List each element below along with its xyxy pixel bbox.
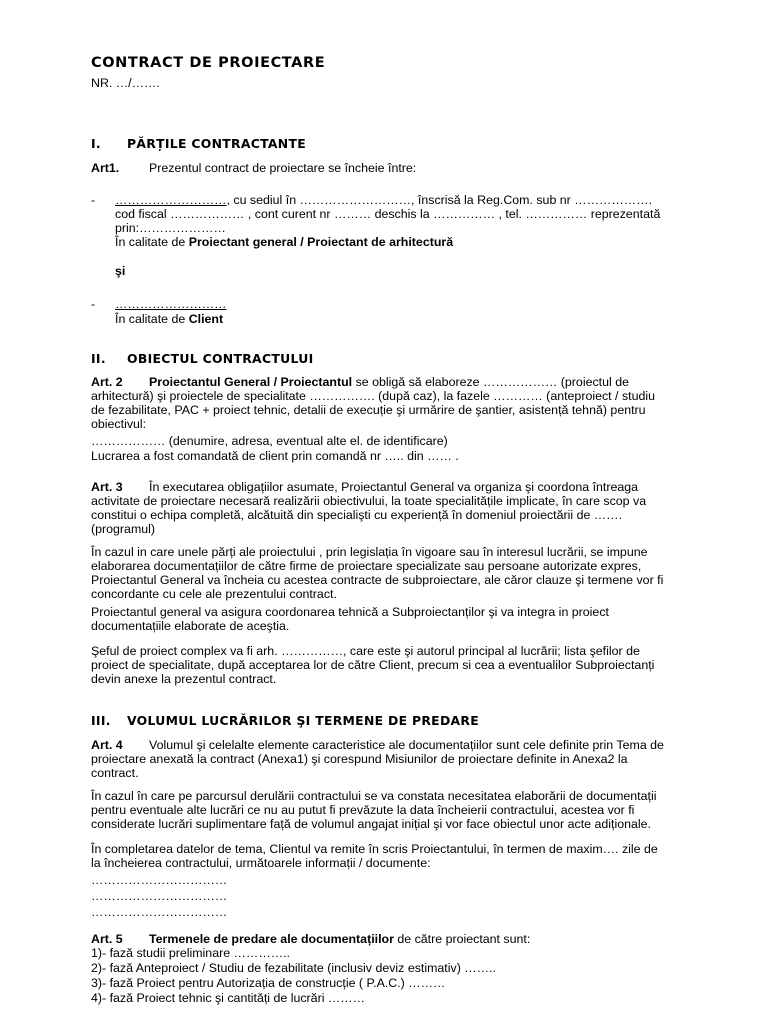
document-blank-3: ……………………………: [91, 905, 228, 919]
document-blank-1: ……………………………: [91, 873, 228, 887]
art4-label: Art. 4: [91, 738, 123, 752]
project-lead-para-line1: Şeful de proiect complex va fi arh. ……………, care este şi autorul principal al lucrării; lista şefilor de: [91, 644, 640, 658]
deadline-item-4: 4)- fază Proiect tehnic şi cantități de lucrări ………: [91, 991, 366, 1005]
art3-line2: activitate de proiectare necesară realizării obiectivului, la toate specialitățile implicate, în care scop va: [91, 494, 647, 508]
art2-line1-rest: se obligă să elaboreze ……………… (proiectul de: [352, 375, 629, 389]
section-1-heading: [91, 137, 306, 151]
subproject-para-line3: Proiectantul General va încheia cu acestea contracte de subproiectare, ale căror clauze şi termene vor fi: [91, 573, 664, 587]
party2-role-value: Client: [188, 312, 224, 326]
section-3-title: VOLUMUL LUCRĂRILOR ŞI TERMENE DE PREDARE: [127, 713, 480, 728]
art4-line3: contract.: [91, 766, 139, 780]
subproject-para-line5: Proiectantul general va asigura coordonarea tehnică a Subproiectanților şi va integra in proiect: [91, 605, 609, 619]
party1-line3: prin:…………………: [115, 221, 226, 235]
art2-line3: de fezabilitate, PAC + proiect tehnic, detalii de execuție şi urmărire de şantier, asistență tehnă) pentru: [91, 403, 646, 417]
subproject-para-line1: În cazul in care unele părți ale proiectului , prin legislația în vigoare sau în interesul lucrării, se impune: [91, 545, 648, 559]
art3-label: Art. 3: [91, 480, 123, 494]
art5-rest: de către proiectant sunt:: [393, 932, 531, 946]
art3-line4: (programul): [91, 522, 156, 536]
additional-works-para-line1: În cazul în care pe parcursul derulării contractului se va constata necesitatea elaborării de documentații: [91, 789, 657, 803]
art5-line: [91, 933, 691, 947]
art2-line1: [91, 376, 691, 390]
art2-line5: ……………… (denumire, adresa, eventual alte el. de identificare): [91, 434, 448, 448]
subproject-para-line4: concordante cu cele ale prezentului contract.: [91, 587, 337, 601]
project-lead-para-line2: proiect de specialitate, după acceptarea lor de către Client, precum si cea a eventualilor Subproiectanți: [91, 658, 655, 672]
party2-role-prefix: În calitate de: [115, 312, 189, 326]
section-3-number: III.: [91, 713, 111, 728]
art5-label: Art. 5: [91, 932, 123, 946]
section-3-heading: [91, 714, 479, 728]
art2-bold-subject: Proiectantul General / Proiectantul: [149, 375, 353, 389]
deadline-item-1: 1)- fază studii preliminare …………..: [91, 946, 290, 960]
party1-bullet: -: [91, 193, 96, 207]
art3-line1-rest: În executarea obligațiilor asumate, Proiectantul General va organiza şi coordona întreaga: [149, 480, 639, 494]
party1-name-blank: ………………………: [115, 193, 227, 207]
document-blank-2: ……………………………: [91, 889, 228, 903]
art3-line3: constitui o echipa completă, alcătuită din specialişti cu experiență în domeniul proiectării de …….: [91, 508, 623, 522]
art2-label: Art. 2: [91, 375, 123, 389]
art4-line1: [91, 739, 691, 753]
art1-label: Art1.: [91, 161, 120, 175]
client-data-para-line1: În completarea datelor de tema, Clientul va remite în scris Proiectantului, în termen de maxim…. zile de: [91, 842, 658, 856]
additional-works-para-line2: pentru eventuale alte lucrări ce nu au putut fi prevăzute la data încheierii contractului, acestea vor fi: [91, 803, 635, 817]
section-1-title: PĂRȚILE CONTRACTANTE: [127, 136, 306, 151]
art2-line4: obiectivul:: [91, 417, 147, 431]
section-2-heading: [91, 352, 313, 366]
art3-line1: [91, 481, 691, 495]
art2-line2: arhitectură) şi proiectele de specialitate ……………. (după caz), la fazele ………… (anteproiect / studiu: [91, 389, 656, 403]
party2-name-blank: ………………………: [115, 297, 227, 311]
party1-role-prefix: În calitate de: [115, 235, 189, 249]
section-2-number: II.: [91, 351, 106, 366]
art2-line6: Lucrarea a fost comandată de client prin comandă nr ….. din …… .: [91, 449, 459, 463]
deadline-item-2: 2)- fază Anteproiect / Studiu de fezabilitate (inclusiv deviz estimativ) ……..: [91, 961, 496, 975]
party1-line2: cod fiscal ……………… , cont curent nr ……… deschis la …………… , tel. …………… reprezentată: [115, 207, 661, 221]
section-1-number: I.: [91, 136, 101, 151]
section-2-title: OBIECTUL CONTRACTULUI: [127, 351, 314, 366]
project-lead-para-line3: devin anexe la prezentul contract.: [91, 672, 277, 686]
art5-bold-subject: Termenele de predare ale documentațiilor: [149, 932, 394, 946]
party1-role: [115, 236, 695, 250]
subproject-para-line6: documentațiile elaborate de aceştia.: [91, 619, 290, 633]
client-data-para-line2: la încheierea contractului, următoarele informații / documente:: [91, 856, 431, 870]
document-title: CONTRACT DE PROIECTARE: [91, 55, 326, 71]
art1-text: Prezentul contract de proiectare se încheie între:: [149, 161, 417, 175]
party2-bullet: -: [91, 297, 96, 311]
deadline-item-3: 3)- fază Proiect pentru Autorizația de construcție ( P.A.C.) ………: [91, 976, 446, 990]
art1-paragraph: [91, 162, 691, 176]
and-conjunction: şi: [115, 264, 126, 278]
party1-line1-rest: , cu sediul în ………………………, înscrisă la Reg.Com. sub nr ……………….: [226, 193, 653, 207]
party1-line1: [115, 194, 695, 208]
additional-works-para-line3: considerate lucrări suplimentare față de volumul angajat inițial şi vor face obiectul unor acte adiționale.: [91, 817, 651, 831]
party1-role-value: Proiectant general / Proiectant de arhitectură: [188, 235, 454, 249]
art4-line1-rest: Volumul şi celelalte elemente caracteristice ale documentațiilor sunt cele definite prin Tema de: [149, 738, 664, 752]
contract-number: NR. …/…….: [91, 76, 160, 90]
subproject-para-line2: elaborarea documentațiilor de către firme de proiectare specializate sau persoane autorizate expres,: [91, 559, 642, 573]
party2-role: [115, 313, 695, 327]
art4-line2: proiectare anexată la contract (Anexa1) şi corespund Misiunilor de proiectare definite in Anexa2 la: [91, 752, 628, 766]
